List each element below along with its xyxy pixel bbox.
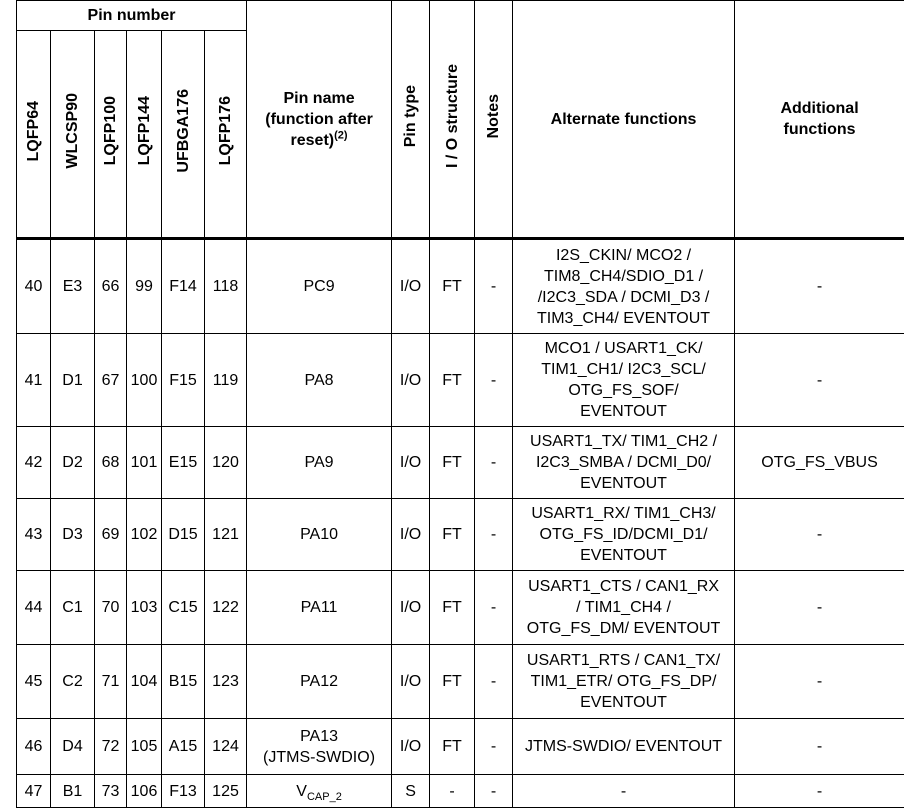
pin-number-cell: A15 [162,719,205,775]
table-row [17,499,904,571]
pin-name-header: Pin name (function after reset)$^{(2)}$ [247,1,392,239]
alternate-functions-cell: USART1_CTS / CAN1_RX / TIM1_CH4 / OTG_FS_DM/ EVENTOUT [513,571,735,645]
pin-number-cell: 70 [95,571,127,645]
pin-number-cell: E15 [162,427,205,499]
pin-name-subscript: CAP_2 [306,790,342,803]
pin-number-cell: 102 [127,499,162,571]
io-structure-cell: - [430,775,475,808]
table-row [17,571,904,645]
pin-number-cell: F14 [162,239,205,334]
pin-number-cell: 40 [17,239,51,334]
pin-number-cell: 43 [17,499,51,571]
alternate-functions-cell: USART1_RX/ TIM1_CH3/ OTG_FS_ID/DCMI_D1/ EVENTOUT [513,499,735,571]
notes-cell: - [475,499,513,571]
pin-type-cell: I/O [392,334,430,427]
pin-number-cell: 125 [205,775,247,808]
notes-cell: - [475,719,513,775]
pin-number-cell: D2 [51,427,95,499]
additional-functions-header: Additional functions [735,1,904,239]
pin-number-cell: 46 [17,719,51,775]
pin-number-cell: 118 [205,239,247,334]
io-structure-header: I / O structure [430,1,475,239]
pin-name-cell: PA11 [247,571,392,645]
pin-number-cell: 122 [205,571,247,645]
pin-number-cell: 67 [95,334,127,427]
notes-cell: - [475,571,513,645]
pin-name-cell: PA13 (JTMS-SWDIO) [247,719,392,775]
pin-number-cell: 124 [205,719,247,775]
pin-number-cell: C2 [51,645,95,719]
alternate-functions-header: Alternate functions [513,1,735,239]
pin-number-cell: 42 [17,427,51,499]
pin-number-cell: F13 [162,775,205,808]
notes-cell: - [475,775,513,808]
pin-number-cell: D4 [51,719,95,775]
pin-number-header: Pin number [17,1,247,31]
package-header-lqfp100: LQFP100 [95,31,127,239]
pin-type-cell: I/O [392,499,430,571]
pin-type-cell: I/O [392,571,430,645]
io-structure-cell: FT [430,571,475,645]
pin-name-cell: PA8 [247,334,392,427]
pin-name-cell: PA9 [247,427,392,499]
package-header-lqfp64: LQFP64 [17,31,51,239]
io-structure-cell: FT [430,334,475,427]
notes-cell: - [475,239,513,334]
pin-number-cell: 73 [95,775,127,808]
additional-functions-cell: - [735,571,904,645]
pin-number-cell: B1 [51,775,95,808]
io-structure-cell: FT [430,719,475,775]
pin-number-cell: 106 [127,775,162,808]
alternate-functions-cell: USART1_TX/ TIM1_CH2 / I2C3_SMBA / DCMI_D0/ EVENTOUT [513,427,735,499]
alternate-functions-cell: MCO1 / USART1_CK/ TIM1_CH1/ I2C3_SCL/ OTG_FS_SOF/ EVENTOUT [513,334,735,427]
alternate-functions-cell: - [513,775,735,808]
io-structure-cell: FT [430,499,475,571]
additional-functions-cell: - [735,645,904,719]
table-row [17,775,904,808]
package-header-ufbga176: UFBGA176 [162,31,205,239]
pin-number-cell: 103 [127,571,162,645]
additional-functions-cell: - [735,499,904,571]
pin-number-cell: 47 [17,775,51,808]
pin-type-header: Pin type [392,1,430,239]
pin-number-cell: 69 [95,499,127,571]
pin-number-cell: 120 [205,427,247,499]
pin-number-cell: 68 [95,427,127,499]
pin-number-cell: 100 [127,334,162,427]
table-row [17,719,904,775]
pin-type-cell: I/O [392,427,430,499]
pin-number-cell: 119 [205,334,247,427]
pin-name-cell [247,775,392,808]
pin-number-cell: 66 [95,239,127,334]
pin-number-cell: F15 [162,334,205,427]
table-row [17,334,904,427]
notes-header: Notes [475,1,513,239]
pin-type-cell: I/O [392,239,430,334]
pin-name-text: V [296,782,307,800]
pin-number-cell: 45 [17,645,51,719]
pin-number-cell: 99 [127,239,162,334]
pin-number-cell: D15 [162,499,205,571]
notes-cell: - [475,427,513,499]
pin-number-cell: D3 [51,499,95,571]
pin-name-cell: PC9 [247,239,392,334]
pin-number-cell: B15 [162,645,205,719]
pin-number-cell: 105 [127,719,162,775]
additional-functions-cell: OTG_FS_VBUS [735,427,904,499]
pin-name-cell: PA10 [247,499,392,571]
pin-type-cell: I/O [392,645,430,719]
package-header-lqfp176: LQFP176 [205,31,247,239]
io-structure-cell: FT [430,239,475,334]
alternate-functions-cell: USART1_RTS / CAN1_TX/ TIM1_ETR/ OTG_FS_DP/ EVENTOUT [513,645,735,719]
table-row [17,645,904,719]
pin-type-cell: I/O [392,719,430,775]
pin-number-cell: C1 [51,571,95,645]
additional-functions-cell: - [735,239,904,334]
pin-number-cell: 41 [17,334,51,427]
table-row [17,239,904,334]
package-header-lqfp144: LQFP144 [127,31,162,239]
io-structure-cell: FT [430,427,475,499]
io-structure-cell: FT [430,645,475,719]
pin-number-cell: 101 [127,427,162,499]
table-row [17,427,904,499]
pin-number-cell: C15 [162,571,205,645]
additional-functions-cell: - [735,719,904,775]
alternate-functions-cell: I2S_CKIN/ MCO2 / TIM8_CH4/SDIO_D1 / /I2C3_SDA / DCMI_D3 / TIM3_CH4/ EVENTOUT [513,239,735,334]
pin-number-cell: 71 [95,645,127,719]
pinout-table [16,0,904,808]
alternate-functions-cell: JTMS-SWDIO/ EVENTOUT [513,719,735,775]
pin-number-cell: D1 [51,334,95,427]
additional-functions-cell: - [735,775,904,808]
package-header-wlcsp90: WLCSP90 [51,31,95,239]
pin-name-cell: PA12 [247,645,392,719]
pin-type-cell: S [392,775,430,808]
pin-number-cell: E3 [51,239,95,334]
pin-number-cell: 44 [17,571,51,645]
pin-number-cell: 123 [205,645,247,719]
pin-number-cell: 104 [127,645,162,719]
pin-number-cell: 121 [205,499,247,571]
notes-cell: - [475,334,513,427]
notes-cell: - [475,645,513,719]
additional-functions-cell: - [735,334,904,427]
pin-number-cell: 72 [95,719,127,775]
